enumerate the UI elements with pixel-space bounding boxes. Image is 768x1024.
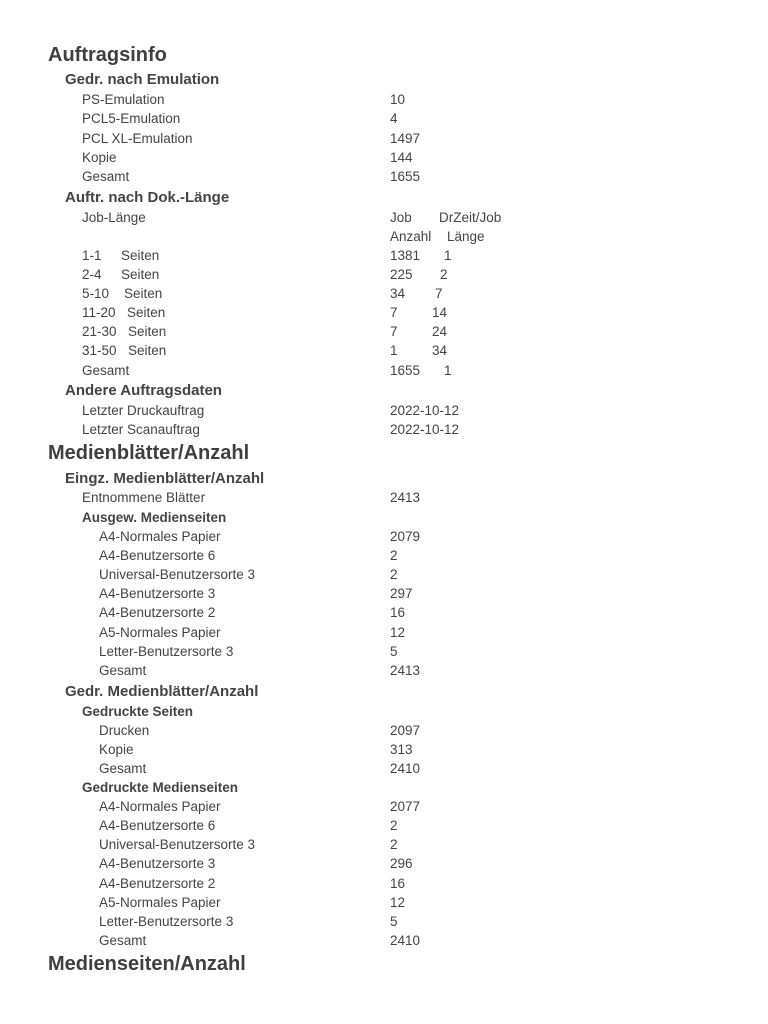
col-header-laenge: Länge [447, 229, 485, 244]
row-label: PCL XL-Emulation [82, 131, 193, 146]
table-row [0, 422, 768, 441]
table-row [0, 914, 768, 933]
row-value: 2 [390, 837, 398, 852]
row-value: 2 [390, 548, 398, 563]
group-title-ausgew: Ausgew. Medienseiten [82, 510, 227, 525]
section-title-medienblaetter: Medienblätter/Anzahl [48, 442, 250, 464]
row-label: Gesamt [99, 663, 147, 678]
row-value: 2079 [390, 529, 421, 544]
row-label: A4-Benutzersorte 2 [99, 605, 216, 620]
row-value: 296 [390, 856, 413, 871]
drzeit-value: 14 [432, 305, 448, 320]
table-row [0, 567, 768, 586]
row-value: 16 [390, 876, 406, 891]
drzeit-value: 7 [435, 286, 443, 301]
row-label: Kopie [82, 150, 117, 165]
table-row [0, 933, 768, 952]
table-row [0, 761, 768, 780]
table-row [0, 605, 768, 624]
table-row [0, 363, 768, 382]
table-row [0, 856, 768, 875]
row-label: A5-Normales Papier [99, 895, 221, 910]
group-title-gedruckte-seiten: Gedruckte Seiten [82, 704, 194, 719]
row-value: 12 [390, 895, 406, 910]
table-header-row [0, 210, 768, 229]
table-row [0, 876, 768, 895]
table-row [0, 169, 768, 188]
row-value: 12 [390, 625, 406, 640]
row-label: Letter-Benutzersorte 3 [99, 644, 234, 659]
table-row [0, 529, 768, 548]
table-row [0, 837, 768, 856]
anzahl-value: 1655 [390, 363, 421, 378]
unit-label: Seiten [127, 305, 166, 320]
row-label: Letter-Benutzersorte 3 [99, 914, 234, 929]
row-label: Gesamt [99, 761, 147, 776]
col-header-anzahl: Anzahl [390, 229, 432, 244]
row-value: 313 [390, 742, 413, 757]
range-label: 21-30 [82, 324, 117, 339]
row-value: 10 [390, 92, 406, 107]
row-value: 144 [390, 150, 413, 165]
col-header-drzeit: DrZeit/Job [439, 210, 502, 225]
row-label: Entnommene Blätter [82, 490, 206, 505]
subsection-title-andere: Andere Auftragsdaten [65, 382, 222, 399]
unit-label: Seiten [121, 248, 160, 263]
subsection-title-eingz: Eingz. Medienblätter/Anzahl [65, 470, 265, 487]
row-label: A4-Benutzersorte 6 [99, 548, 216, 563]
table-row [0, 818, 768, 837]
table-row [0, 403, 768, 422]
table-row [0, 267, 768, 286]
drzeit-value: 24 [432, 324, 448, 339]
anzahl-value: 225 [390, 267, 413, 282]
table-row [0, 799, 768, 818]
row-label: A4-Normales Papier [99, 529, 221, 544]
row-value: 5 [390, 644, 398, 659]
row-label: A4-Benutzersorte 3 [99, 856, 216, 871]
row-value: 2410 [390, 933, 421, 948]
range-label: 11-20 [82, 305, 116, 320]
range-label: 5-10 [82, 286, 110, 301]
unit-label: Seiten [121, 267, 160, 282]
range-label: 1-1 [82, 248, 102, 263]
anzahl-value: 34 [390, 286, 406, 301]
row-label: Universal-Benutzersorte 3 [99, 567, 256, 582]
col-header-job: Job [390, 210, 412, 225]
row-value: 2413 [390, 490, 421, 505]
row-value: 2097 [390, 723, 421, 738]
subsection-title-gedr: Gedr. Medienblätter/Anzahl [65, 683, 259, 700]
row-value: 2413 [390, 663, 421, 678]
table-row [0, 343, 768, 362]
table-row [0, 490, 768, 509]
table-row [0, 150, 768, 169]
row-value: 2022-10-12 [390, 422, 460, 437]
row-label: A5-Normales Papier [99, 625, 221, 640]
table-row [0, 548, 768, 567]
drzeit-value: 1 [444, 363, 452, 378]
unit-label: Seiten [124, 286, 163, 301]
row-value: 2022-10-12 [390, 403, 460, 418]
row-value: 4 [390, 111, 398, 126]
row-label: A4-Benutzersorte 3 [99, 586, 216, 601]
row-label: A4-Normales Papier [99, 799, 221, 814]
row-value: 16 [390, 605, 406, 620]
group-title-gedruckte-medienseiten: Gedruckte Medienseiten [82, 780, 239, 795]
section-title-auftragsinfo: Auftragsinfo [48, 44, 167, 66]
subsection-title-doklaenge: Auftr. nach Dok.-Länge [65, 189, 230, 206]
row-label: Gesamt [99, 933, 147, 948]
table-row [0, 644, 768, 663]
row-value: 2 [390, 567, 398, 582]
row-label: A4-Benutzersorte 6 [99, 818, 216, 833]
table-row [0, 663, 768, 682]
row-label: Letzter Druckauftrag [82, 403, 205, 418]
row-label: PS-Emulation [82, 92, 165, 107]
row-label: Gesamt [82, 169, 130, 184]
table-row [0, 324, 768, 343]
drzeit-value: 1 [444, 248, 452, 263]
table-row [0, 131, 768, 150]
unit-label: Seiten [128, 324, 167, 339]
range-label: 2-4 [82, 267, 102, 282]
anzahl-value: 7 [390, 305, 398, 320]
row-label: Drucken [99, 723, 150, 738]
row-label: Letzter Scanauftrag [82, 422, 200, 437]
table-row [0, 625, 768, 644]
table-row [0, 742, 768, 761]
table-row [0, 286, 768, 305]
range-label: 31-50 [82, 343, 117, 358]
drzeit-value: 2 [440, 267, 448, 282]
drzeit-value: 34 [432, 343, 448, 358]
row-value: 297 [390, 586, 413, 601]
row-label: Kopie [99, 742, 134, 757]
anzahl-value: 1 [390, 343, 398, 358]
section-title-medienseiten: Medienseiten/Anzahl [48, 953, 246, 975]
row-value: 2410 [390, 761, 421, 776]
row-value: 1655 [390, 169, 421, 184]
row-value: 2077 [390, 799, 421, 814]
table-row [0, 248, 768, 267]
row-label: PCL5-Emulation [82, 111, 181, 126]
unit-label: Seiten [128, 343, 167, 358]
table-row [0, 586, 768, 605]
job-laenge-label: Job-Länge [82, 210, 146, 225]
anzahl-value: 1381 [390, 248, 421, 263]
subsection-title-emulation: Gedr. nach Emulation [65, 71, 220, 88]
table-row [0, 111, 768, 130]
table-row [0, 723, 768, 742]
row-label: Universal-Benutzersorte 3 [99, 837, 256, 852]
row-value: 2 [390, 818, 398, 833]
row-label: Gesamt [82, 363, 130, 378]
row-value: 5 [390, 914, 398, 929]
row-value: 1497 [390, 131, 421, 146]
row-label: A4-Benutzersorte 2 [99, 876, 216, 891]
table-row [0, 92, 768, 111]
table-row [0, 305, 768, 324]
anzahl-value: 7 [390, 324, 398, 339]
table-header-row [0, 229, 768, 248]
table-row [0, 895, 768, 914]
